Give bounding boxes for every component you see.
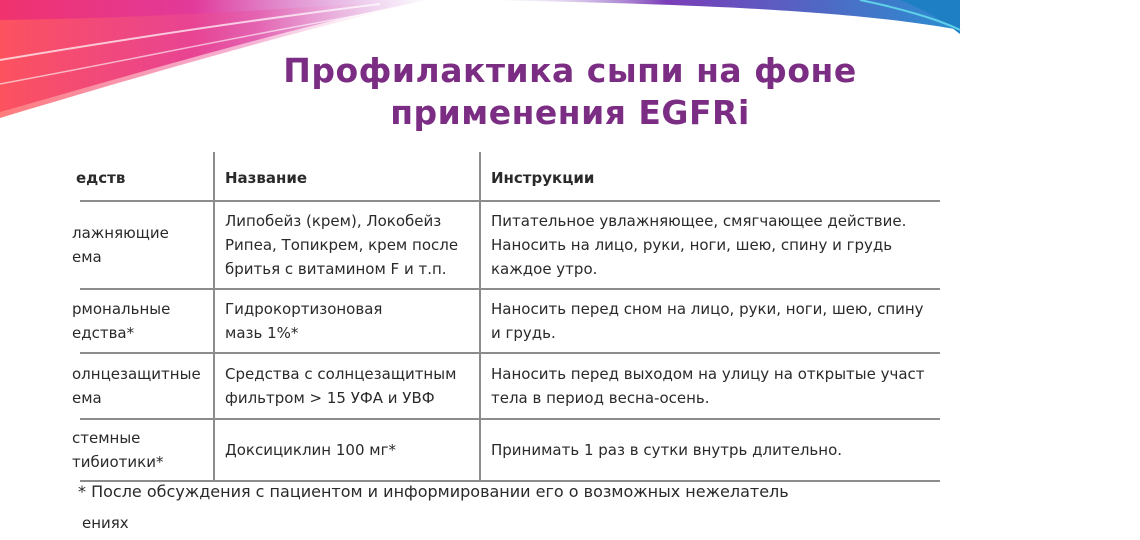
slide-title-line-2: применения EGFRi xyxy=(390,93,750,132)
footnote: * После обсуждения с пациентом и информировании его о возможных нежелатель xyxy=(78,482,789,501)
recommendations-table xyxy=(72,152,925,472)
table-row xyxy=(80,289,940,353)
table-row xyxy=(80,353,940,419)
cell-name: Средства с солнцезащитным фильтром > 15 УФА и УВФ xyxy=(214,353,480,419)
cell-instructions: Наносить перед выходом на улицу на открытые участ тела в период весна-осень. xyxy=(491,365,925,407)
cell-type: рмональные едства* xyxy=(80,289,214,353)
table-row xyxy=(80,201,940,289)
cell-instructions: Наносить перед сном на лицо, руки, ноги, шею, спину и грудь. xyxy=(491,300,924,342)
cell-type: олнцезащитные ема xyxy=(80,353,214,419)
slide-title-line-1: Профилактика сыпи на фоне xyxy=(283,51,857,90)
cell-type: стемные тибиотики* xyxy=(80,419,214,481)
footnote-continuation: ениях xyxy=(82,514,129,532)
cell-name: Гидрокортизоновая мазь 1%* xyxy=(214,289,480,353)
header-type: едств xyxy=(80,152,214,201)
header-name: Название xyxy=(214,152,480,201)
cell-name: Липобейз (крем), Локобейз Рипеа, Топикрем, крем после бритья с витамином F и т.п. xyxy=(214,201,480,289)
cell-instructions: Принимать 1 раз в сутки внутрь длительно. xyxy=(491,441,843,459)
table-row xyxy=(80,419,940,481)
slide-title xyxy=(0,50,1140,134)
header-instructions: Инструкции xyxy=(491,169,595,187)
table-header-row xyxy=(80,152,940,201)
cell-type: лажняющие ема xyxy=(80,201,214,289)
cell-name: Доксициклин 100 мг* xyxy=(214,419,480,481)
cell-instructions: Питательное увлажняющее, смягчающее действие. Наносить на лицо, руки, ноги, шею, спину и грудь каждое утро. xyxy=(491,212,907,278)
